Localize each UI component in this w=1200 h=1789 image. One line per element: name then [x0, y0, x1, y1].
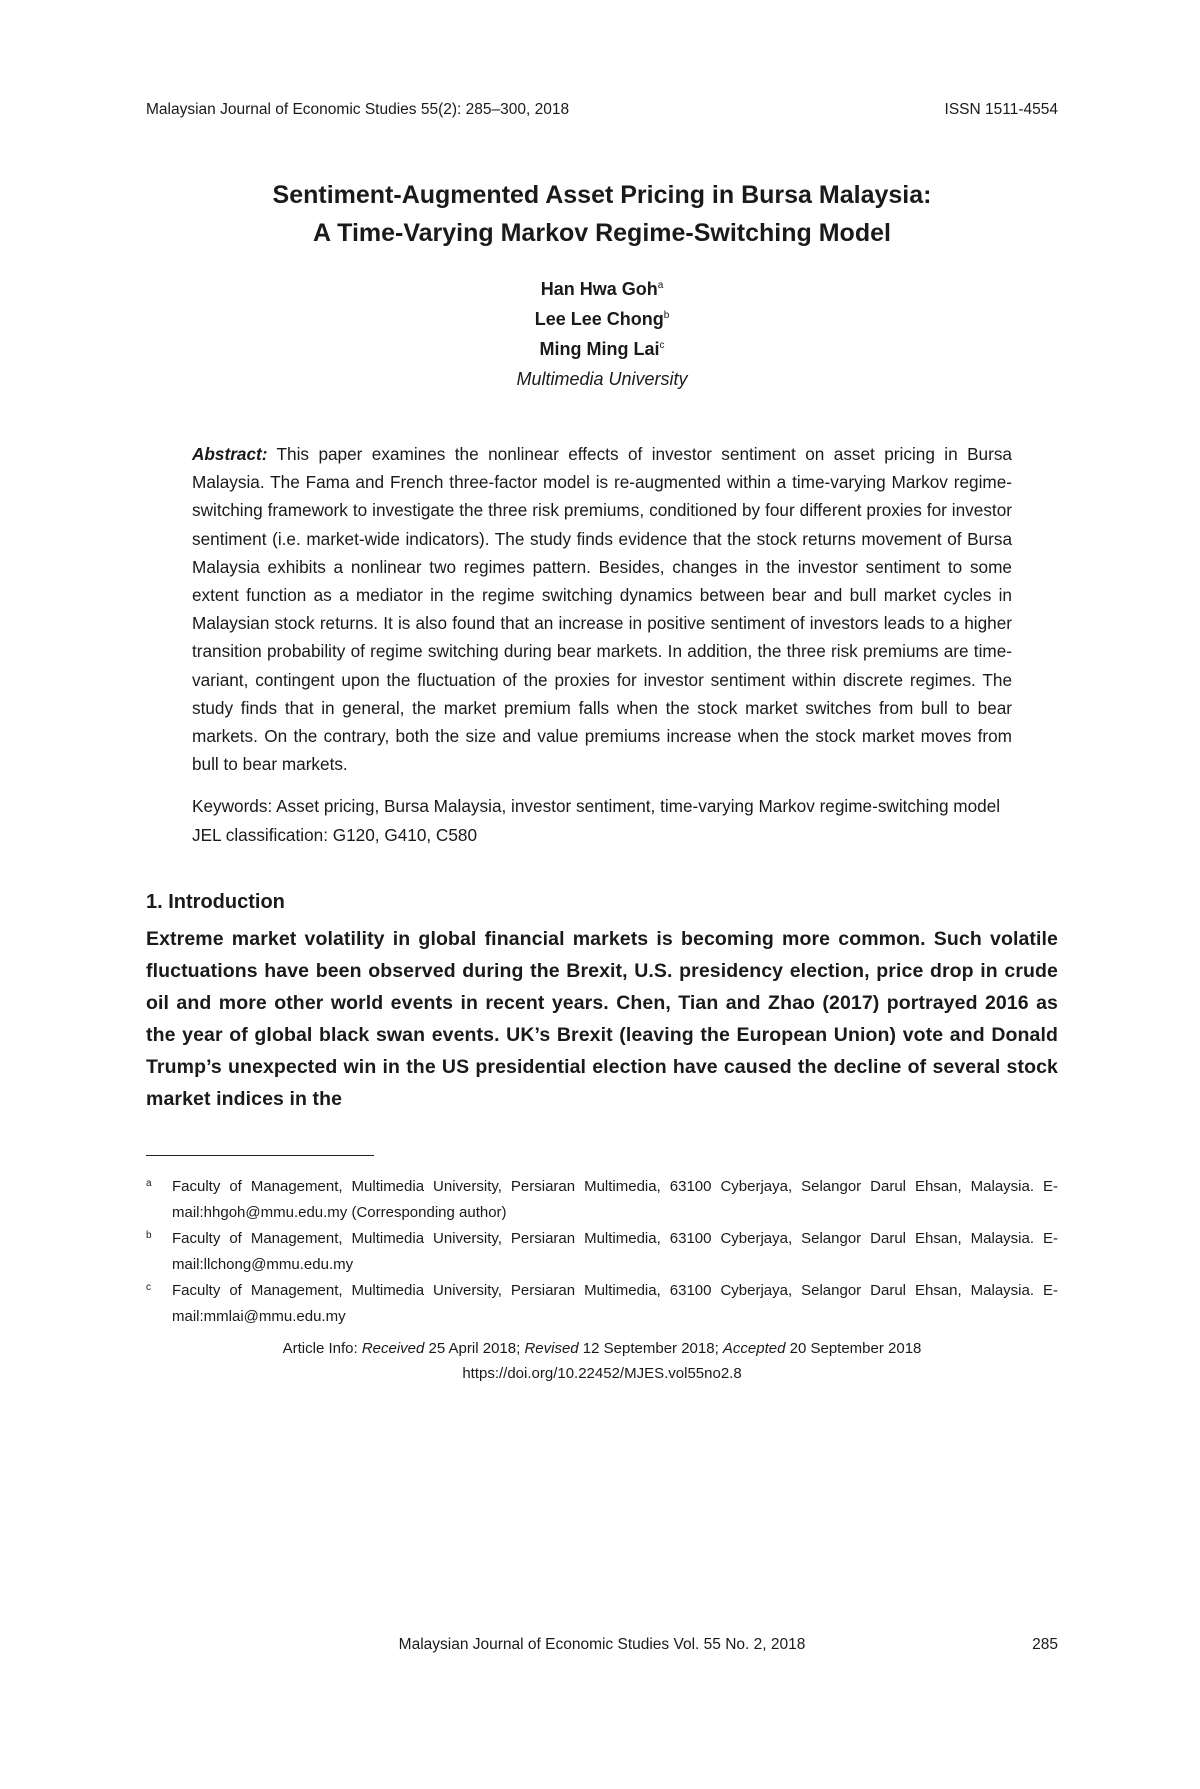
footnote-text: Faculty of Management, Multimedia University, Persiaran Multimedia, 63100 Cyberjaya, Selangor Darul Ehsan, Malaysia. E-mail:hhgoh@mmu.edu.my (Corresponding author): [172, 1177, 1058, 1221]
title-line-2: A Time-Varying Markov Regime-Switching Model: [313, 219, 891, 247]
article-info-prefix: Article Info:: [282, 1339, 362, 1357]
author-list: [146, 274, 1058, 364]
accepted-date: 20 September 2018: [785, 1339, 922, 1357]
footnote-mark: b: [146, 1229, 152, 1241]
author-name: Ming Ming Lai: [539, 339, 660, 359]
footnote: [146, 1226, 1058, 1278]
footnote-mark: c: [146, 1281, 151, 1293]
author-name: Lee Lee Chong: [534, 309, 664, 329]
revised-label: Revised: [524, 1339, 579, 1357]
footnote-text: Faculty of Management, Multimedia University, Persiaran Multimedia, 63100 Cyberjaya, Selangor Darul Ehsan, Malaysia. E-mail:mmlai@mmu.edu.my: [172, 1281, 1058, 1325]
section-heading: 1. Introduction: [146, 890, 285, 913]
keywords: Keywords: Asset pricing, Bursa Malaysia, investor sentiment, time-varying Markov regime-switching model: [192, 796, 1001, 817]
doi-link[interactable]: https://doi.org/10.22452/MJES.vol55no2.8: [462, 1364, 742, 1382]
paper-page: [146, 100, 1058, 1386]
received-label: Received: [361, 1339, 425, 1357]
accepted-label: Accepted: [722, 1339, 786, 1357]
paper-title: [146, 176, 1058, 252]
revised-date: 12 September 2018;: [578, 1339, 723, 1357]
keywords-block: [192, 792, 1012, 848]
intro-paragraph: Extreme market volatility in global financial markets is becoming more common. Such volatile fluctuations have been observed during the Brexit, U.S. presidency election, price drop in crude oil and more other world events in recent years. Chen, Tian and Zhao (2017) portrayed 2016 as the year of global black swan events. UK’s Brexit (leaving the European Union) vote and Donald Trump’s unexpected win in the US presidential election have caused the decline of several stock market indices in the: [146, 927, 1058, 1110]
running-header: [146, 100, 1058, 120]
abstract: [192, 440, 1012, 778]
author-mark: a: [657, 280, 664, 291]
footnote-text: Faculty of Management, Multimedia University, Persiaran Multimedia, 63100 Cyberjaya, Selangor Darul Ehsan, Malaysia. E-mail:llchong@mmu.edu.my: [172, 1229, 1058, 1273]
article-dates: [146, 1336, 1058, 1361]
page-number: 285: [1032, 1636, 1058, 1653]
abstract-text: This paper examines the nonlinear effects of investor sentiment on asset pricing in Bursa Malaysia. The Fama and French three-factor model is re-augmented within a time-varying Markov regime-switching framework to investigate the three risk premiums, conditioned by four different proxies for investor sentiment (i.e. market-wide indicators). The study finds evidence that the stock returns movement of Bursa Malaysia exhibits a nonlinear two regimes pattern. Besides, changes in the investor sentiment to some extent function as a mediator in the regime switching dynamics between bear and bull market cycles in Malaysian stock returns. It is also found that an increase in positive sentiment of investors leads to a higher transition probability of regime switching during bear markets. In addition, the three risk premiums are time-variant, contingent upon the fluctuation of the proxies for investor sentiment within discrete regimes. The study finds that in general, the market premium falls when the stock market switches from bull to bear markets. On the contrary, both the size and value premiums increase when the stock market moves from bull to bear markets.: [192, 444, 1012, 775]
author-mark: b: [663, 310, 670, 321]
footnotes: [146, 1174, 1058, 1330]
footnote: [146, 1278, 1058, 1330]
issn: ISSN 1511-4554: [944, 101, 1058, 118]
footnote: [146, 1174, 1058, 1226]
footnote-divider: [146, 1155, 374, 1156]
author-mark: c: [659, 340, 665, 351]
author: [146, 334, 1058, 364]
abstract-label: Abstract:: [192, 444, 268, 464]
jel-classification: JEL classification: G120, G410, C580: [192, 824, 478, 845]
author: [146, 304, 1058, 334]
title-line-1: Sentiment-Augmented Asset Pricing in Bursa Malaysia:: [272, 181, 932, 209]
footer-journal: Malaysian Journal of Economic Studies Vol. 55 No. 2, 2018: [398, 1636, 806, 1653]
footnote-mark: a: [146, 1177, 152, 1189]
affiliation: Multimedia University: [516, 369, 688, 389]
article-info: [146, 1336, 1058, 1386]
author: [146, 274, 1058, 304]
received-date: 25 April 2018;: [424, 1339, 525, 1357]
journal-citation: Malaysian Journal of Economic Studies 55(2): 285–300, 2018: [146, 101, 570, 118]
author-name: Han Hwa Goh: [540, 279, 658, 299]
running-footer: [146, 1635, 1058, 1655]
